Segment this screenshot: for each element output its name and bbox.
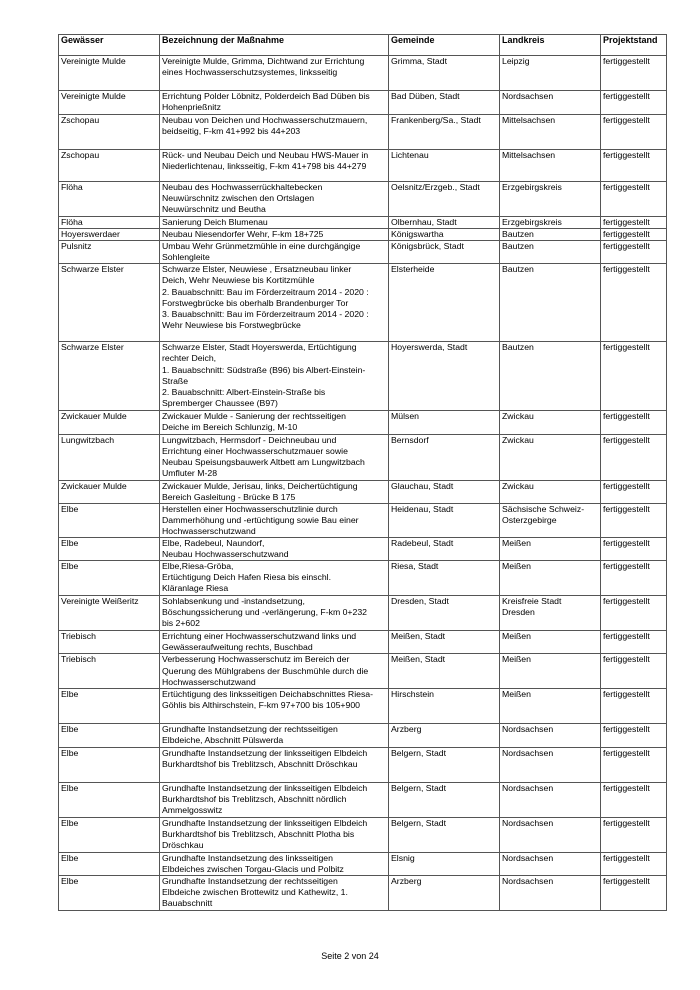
cell-massnahme-line: Errichtung Polder Löbnitz, Polderdeich Bad Düben bis [162, 91, 370, 101]
cell-projektstand: fertiggestellt [601, 115, 667, 150]
cell-landkreis [500, 782, 601, 817]
cell-massnahme-line: Elbdeiche zwischen Brottewitz und Kathewitz, 1. [162, 886, 348, 897]
cell-massnahme-line: Schwarze Elster, Neuwiese , Ersatzneubau linker [162, 264, 352, 275]
cell-landkreis-line: Nordsachsen [502, 852, 554, 863]
cell-massnahme-line: Neubau Niesendorfer Wehr, F-km 18+725 [162, 229, 324, 240]
cell-massnahme-line: Bauabschnitt [162, 898, 213, 909]
table-row [59, 411, 667, 434]
cell-projektstand: fertiggestellt [601, 182, 667, 217]
cell-projektstand: fertiggestellt [601, 264, 667, 342]
cell-gewaesser: Vereinigte Mulde [59, 56, 160, 91]
cell-massnahme [160, 782, 389, 817]
cell-gemeinde-line: Lichtenau [391, 150, 429, 160]
cell-landkreis-line: Meißen [502, 631, 531, 642]
cell-projektstand: fertiggestellt [601, 688, 667, 723]
table-row [59, 150, 667, 182]
cell-gemeinde [389, 817, 500, 852]
cell-massnahme-line: Wehr Neuwiese bis Forstwegbrücke [162, 319, 301, 330]
cell-massnahme-line: Elbe, Radebeul, Naundorf, [162, 538, 265, 549]
cell-landkreis-line: Mittelsachsen [502, 115, 556, 125]
cell-massnahme-line: Umbau Wehr Grünmetzmühle in eine durchgängige [162, 241, 361, 252]
cell-massnahme-line: Hohenprießnitz [162, 102, 221, 113]
cell-massnahme-line: bis 2+602 [162, 618, 200, 629]
cell-gemeinde [389, 723, 500, 747]
cell-landkreis [500, 56, 601, 91]
cell-landkreis-line: Bautzen [502, 264, 534, 275]
cell-gemeinde [389, 875, 500, 910]
table-row [59, 434, 667, 480]
cell-gemeinde [389, 852, 500, 875]
cell-projektstand: fertiggestellt [601, 434, 667, 480]
cell-massnahme-line: 2. Bauabschnitt: Bau im Förderzeitraum 2014 - 2020 : [162, 286, 369, 297]
cell-gemeinde-line: Hoyerswerda, Stadt [391, 342, 468, 353]
cell-landkreis [500, 434, 601, 480]
cell-massnahme [160, 182, 389, 217]
cell-gemeinde [389, 688, 500, 723]
cell-gewaesser: Elbe [59, 688, 160, 723]
cell-gemeinde-line: Frankenberg/Sa., Stadt [391, 115, 481, 125]
table-row [59, 217, 667, 229]
cell-landkreis-line: Sächsische Schweiz- [502, 503, 585, 514]
cell-landkreis-line: Kreisfreie Stadt [502, 596, 562, 607]
cell-gemeinde [389, 182, 500, 217]
cell-massnahme-line: 1. Bauabschnitt: Südstraße (B96) bis Albert-Einstein- [162, 364, 366, 375]
cell-massnahme-line: Spremberger Chaussee (B97) [162, 397, 278, 408]
cell-gewaesser: Elbe [59, 817, 160, 852]
cell-gewaesser: Elbe [59, 503, 160, 537]
cell-massnahme-line: Göhlis bis Althirschstein, F-km 97+700 bis 105+900 [162, 699, 360, 710]
cell-gewaesser: Triebisch [59, 631, 160, 654]
cell-massnahme-line: Lungwitzbach, Hermsdorf - Deichneubau und [162, 434, 337, 445]
cell-gemeinde-line: Bad Düben, Stadt [391, 91, 460, 101]
cell-massnahme [160, 561, 389, 596]
cell-landkreis [500, 688, 601, 723]
cell-gemeinde [389, 264, 500, 342]
cell-massnahme-line: Zwickauer Mulde, Jerisau, links, Deichertüchtigung [162, 480, 358, 491]
cell-gemeinde-line: Arzberg [391, 875, 422, 886]
cell-gemeinde-line: Elsnig [391, 852, 415, 863]
cell-landkreis [500, 538, 601, 561]
cell-massnahme-line: 2. Bauabschnitt: Albert-Einstein-Straße bis [162, 386, 326, 397]
cell-massnahme [160, 150, 389, 182]
cell-massnahme-line: Burkhardtshof bis Treblitzsch, Abschnitt Dröschkau [162, 758, 358, 769]
table-row [59, 182, 667, 217]
cell-massnahme [160, 817, 389, 852]
cell-gewaesser: Pulsnitz [59, 241, 160, 264]
table-header-row [59, 35, 667, 56]
cell-landkreis-line: Osterzgebirge [502, 514, 557, 525]
cell-landkreis-line: Erzgebirgskreis [502, 217, 562, 227]
cell-gemeinde-line: Mülsen [391, 411, 420, 422]
cell-massnahme-line: Zwickauer Mulde - Sanierung der rechtsseitigen [162, 411, 346, 422]
table-row [59, 747, 667, 782]
cell-gewaesser: Elbe [59, 782, 160, 817]
table-row [59, 264, 667, 342]
cell-gemeinde-line: Dresden, Stadt [391, 596, 449, 607]
cell-gewaesser: Hoyerswerdaer [59, 229, 160, 241]
cell-gemeinde [389, 538, 500, 561]
cell-landkreis-line: Dresden [502, 607, 535, 618]
cell-massnahme-line: Neubau Speisungsbauwerk Altbett am Lungwitzbach [162, 456, 365, 467]
cell-massnahme-line: Querung des Mühlgrabens der Buschmühle durch die [162, 665, 369, 676]
cell-massnahme-line: Dröschkau [162, 839, 204, 850]
cell-massnahme [160, 723, 389, 747]
cell-massnahme [160, 264, 389, 342]
cell-landkreis [500, 182, 601, 217]
cell-projektstand: fertiggestellt [601, 852, 667, 875]
cell-gemeinde [389, 596, 500, 631]
cell-gewaesser: Zwickauer Mulde [59, 480, 160, 503]
cell-gemeinde-line: Arzberg [391, 723, 422, 734]
cell-massnahme-line: beidseitig, F-km 41+992 bis 44+203 [162, 126, 301, 137]
table-row [59, 561, 667, 596]
cell-massnahme-line: Grundhafte Instandsetzung der linksseitigen Elbdeich [162, 782, 368, 793]
cell-projektstand: fertiggestellt [601, 480, 667, 503]
cell-massnahme-line: Elbdeiches zwischen Torgau-Glacis und Polbitz [162, 863, 344, 874]
cell-gewaesser: Lungwitzbach [59, 434, 160, 480]
cell-gemeinde-line: Meißen, Stadt [391, 631, 446, 642]
cell-gemeinde [389, 654, 500, 688]
cell-massnahme-line: Elbdeiche, Abschnitt Pülswerda [162, 734, 284, 745]
cell-landkreis [500, 631, 601, 654]
cell-landkreis [500, 503, 601, 537]
cell-gemeinde [389, 217, 500, 229]
cell-gemeinde-line: Belgern, Stadt [391, 817, 447, 828]
cell-gewaesser: Elbe [59, 852, 160, 875]
cell-gemeinde-line: Königsbrück, Stadt [391, 241, 464, 252]
cell-massnahme [160, 342, 389, 411]
cell-gemeinde [389, 241, 500, 264]
cell-massnahme-line: Neuwürschnitz zwischen den Ortslagen [162, 193, 315, 204]
table-row [59, 115, 667, 150]
cell-massnahme-line: eines Hochwasserschutzsystemes, linksseitig [162, 67, 338, 78]
cell-projektstand: fertiggestellt [601, 631, 667, 654]
cell-massnahme-line: Hochwasserschutzwand [162, 676, 256, 687]
cell-projektstand: fertiggestellt [601, 342, 667, 411]
cell-gemeinde [389, 115, 500, 150]
cell-massnahme [160, 631, 389, 654]
cell-massnahme-line: Grundhafte Instandsetzung des linksseitigen [162, 852, 333, 863]
cell-massnahme [160, 852, 389, 875]
cell-massnahme [160, 654, 389, 688]
cell-projektstand: fertiggestellt [601, 561, 667, 596]
cell-massnahme-line: Verbesserung Hochwasserschutz im Bereich der [162, 654, 350, 665]
cell-gewaesser: Flöha [59, 182, 160, 217]
cell-massnahme-line: Niederlichtenau, linksseitig, F-km 41+798 bis 44+279 [162, 161, 367, 172]
cell-massnahme-line: Grundhafte Instandsetzung der rechtsseitigen [162, 723, 338, 734]
cell-landkreis [500, 852, 601, 875]
cell-gewaesser: Vereinigte Mulde [59, 91, 160, 115]
cell-landkreis-line: Erzgebirgskreis [502, 182, 562, 192]
cell-gewaesser: Triebisch [59, 654, 160, 688]
cell-gemeinde-line: Königswartha [391, 229, 444, 240]
table-body [59, 56, 667, 911]
cell-projektstand: fertiggestellt [601, 411, 667, 434]
cell-massnahme-line: Rück- und Neubau Deich und Neubau HWS-Mauer in [162, 150, 369, 160]
cell-landkreis-line: Meißen [502, 654, 531, 665]
cell-massnahme [160, 91, 389, 115]
cell-gemeinde [389, 342, 500, 411]
cell-landkreis-line: Nordsachsen [502, 723, 554, 734]
header-gewaesser: Gewässer [59, 35, 160, 56]
cell-gewaesser: Elbe [59, 538, 160, 561]
cell-projektstand: fertiggestellt [601, 747, 667, 782]
cell-massnahme [160, 688, 389, 723]
cell-projektstand: fertiggestellt [601, 875, 667, 910]
cell-massnahme-line: Gewässeraufweitung rechts, Buschbad [162, 642, 313, 653]
cell-landkreis-line: Zwickau [502, 434, 534, 445]
cell-gemeinde [389, 631, 500, 654]
cell-massnahme-line: Ertüchtigung Deich Hafen Riesa bis einschl. [162, 572, 332, 583]
cell-gemeinde [389, 503, 500, 537]
cell-landkreis-line: Nordsachsen [502, 875, 554, 886]
page-number: Seite 2 von 24 [321, 951, 379, 961]
cell-gemeinde [389, 56, 500, 91]
cell-massnahme-line: Grundhafte Instandsetzung der linksseitigen Elbdeich [162, 747, 368, 758]
cell-massnahme-line: Neuwürschnitz und Beutha [162, 204, 266, 215]
cell-gemeinde-line: Belgern, Stadt [391, 782, 447, 793]
cell-massnahme [160, 115, 389, 150]
cell-gewaesser: Flöha [59, 217, 160, 229]
cell-gemeinde-line: Glauchau, Stadt [391, 480, 454, 491]
header-projektstand: Projektstand [601, 35, 667, 56]
cell-massnahme-line: Errichtung einer Hochwasserschutzmauer sowie [162, 445, 348, 456]
cell-massnahme-line: Bereich Gasleitung - Brücke B 175 [162, 491, 296, 502]
cell-landkreis-line: Nordsachsen [502, 747, 554, 758]
cell-landkreis [500, 596, 601, 631]
cell-gemeinde-line: Riesa, Stadt [391, 561, 439, 572]
table-row [59, 538, 667, 561]
cell-projektstand: fertiggestellt [601, 150, 667, 182]
cell-massnahme [160, 411, 389, 434]
cell-landkreis [500, 480, 601, 503]
cell-massnahme-line: Deiche im Bereich Schlunzig, M-10 [162, 422, 298, 433]
cell-massnahme-line: Errichtung einer Hochwasserschutzwand links und [162, 631, 357, 642]
table-row [59, 631, 667, 654]
header-massnahme: Bezeichnung der Maßnahme [160, 35, 389, 56]
table-row [59, 56, 667, 91]
cell-massnahme-line: Hochwasserschutzwand [162, 525, 256, 536]
cell-massnahme-line: Sohlabsenkung und -instandsetzung, [162, 596, 305, 607]
cell-massnahme [160, 434, 389, 480]
cell-projektstand: fertiggestellt [601, 654, 667, 688]
table-row [59, 852, 667, 875]
cell-massnahme-line: Sohlengleite [162, 252, 210, 263]
cell-massnahme [160, 596, 389, 631]
cell-massnahme-line: Burkhardtshof bis Treblitzsch, Abschnitt nördlich [162, 793, 347, 804]
cell-massnahme-line: Vereinigte Mulde, Grimma, Dichtwand zur Errichtung [162, 56, 365, 66]
cell-landkreis-line: Bautzen [502, 241, 534, 252]
cell-landkreis-line: Zwickau [502, 411, 534, 422]
cell-landkreis [500, 91, 601, 115]
cell-projektstand: fertiggestellt [601, 217, 667, 229]
cell-massnahme-line: 3. Bauabschnitt: Bau im Förderzeitraum 2014 - 2020 : [162, 308, 369, 319]
cell-gewaesser: Elbe [59, 723, 160, 747]
cell-landkreis [500, 875, 601, 910]
cell-gemeinde [389, 480, 500, 503]
cell-landkreis [500, 241, 601, 264]
table-row [59, 342, 667, 411]
document-page [58, 34, 666, 911]
cell-gemeinde [389, 411, 500, 434]
cell-massnahme-line: Ammelgosswitz [162, 804, 223, 815]
cell-gemeinde-line: Bernsdorf [391, 434, 429, 445]
cell-massnahme-line: Ertüchtigung des linksseitigen Deichabschnittes Riesa- [162, 688, 374, 699]
table-row [59, 596, 667, 631]
cell-massnahme [160, 480, 389, 503]
cell-massnahme [160, 747, 389, 782]
cell-massnahme-line: Schwarze Elster, Stadt Hoyerswerda, Ertüchtigung [162, 342, 357, 353]
cell-landkreis [500, 411, 601, 434]
cell-gewaesser: Elbe [59, 747, 160, 782]
cell-projektstand: fertiggestellt [601, 56, 667, 91]
table-row [59, 229, 667, 241]
cell-massnahme [160, 56, 389, 91]
table-row [59, 480, 667, 503]
cell-massnahme-line: Forstwegbrücke bis oberhalb Brandenburger Tor [162, 297, 349, 308]
cell-gewaesser: Zwickauer Mulde [59, 411, 160, 434]
cell-massnahme-line: Grundhafte Instandsetzung der rechtsseitigen [162, 875, 338, 886]
cell-gemeinde-line: Olbernhau, Stadt [391, 217, 457, 227]
cell-massnahme-line: Herstellen einer Hochwasserschutzlinie durch [162, 503, 338, 514]
cell-massnahme-line: rechter Deich, [162, 353, 217, 364]
cell-gewaesser: Elbe [59, 875, 160, 910]
cell-massnahme-line: Neubau Hochwasserschutzwand [162, 549, 289, 560]
cell-gemeinde [389, 782, 500, 817]
cell-massnahme [160, 503, 389, 537]
cell-massnahme-line: Elbe,Riesa-Gröba, [162, 561, 234, 572]
cell-massnahme-line: Neubau des Hochwasserrückhaltebecken [162, 182, 323, 192]
table-row [59, 723, 667, 747]
cell-massnahme-line: Grundhafte Instandsetzung der linksseitigen Elbdeich [162, 817, 368, 828]
cell-massnahme-line: Burkhardtshof bis Treblitzsch, Abschnitt Plotha bis [162, 828, 355, 839]
cell-landkreis-line: Meißen [502, 688, 531, 699]
cell-gemeinde [389, 91, 500, 115]
cell-gewaesser: Elbe [59, 561, 160, 596]
cell-landkreis [500, 654, 601, 688]
cell-landkreis [500, 561, 601, 596]
table-row [59, 817, 667, 852]
cell-landkreis [500, 342, 601, 411]
cell-landkreis-line: Bautzen [502, 229, 534, 240]
cell-landkreis [500, 264, 601, 342]
table-row [59, 91, 667, 115]
cell-gewaesser: Zschopau [59, 150, 160, 182]
cell-gemeinde [389, 229, 500, 241]
cell-massnahme [160, 217, 389, 229]
cell-massnahme-line: Böschungssicherung und -verlängerung, F-km 0+232 [162, 607, 368, 618]
cell-landkreis [500, 817, 601, 852]
cell-gemeinde-line: Meißen, Stadt [391, 654, 446, 665]
cell-gemeinde [389, 561, 500, 596]
cell-landkreis [500, 115, 601, 150]
cell-gemeinde-line: Grimma, Stadt [391, 56, 447, 66]
table-row [59, 241, 667, 264]
cell-massnahme [160, 875, 389, 910]
cell-landkreis-line: Bautzen [502, 342, 534, 353]
table-row [59, 654, 667, 688]
cell-gemeinde-line: Heidenau, Stadt [391, 503, 454, 514]
cell-landkreis-line: Leipzig [502, 56, 530, 66]
cell-massnahme-line: Deich, Wehr Neuwiese bis Kortitzmühle [162, 275, 315, 286]
cell-massnahme [160, 241, 389, 264]
cell-landkreis [500, 723, 601, 747]
cell-massnahme-line: Umfluter M-28 [162, 467, 218, 478]
cell-projektstand: fertiggestellt [601, 91, 667, 115]
cell-massnahme-line: Sanierung Deich Blumenau [162, 217, 268, 227]
cell-landkreis-line: Zwickau [502, 480, 534, 491]
measures-table [58, 34, 667, 911]
cell-landkreis [500, 150, 601, 182]
cell-projektstand: fertiggestellt [601, 782, 667, 817]
cell-landkreis-line: Nordsachsen [502, 782, 554, 793]
cell-projektstand: fertiggestellt [601, 596, 667, 631]
header-gemeinde: Gemeinde [389, 35, 500, 56]
cell-projektstand: fertiggestellt [601, 241, 667, 264]
cell-gewaesser: Zschopau [59, 115, 160, 150]
cell-massnahme-line: Dammerhöhung und -ertüchtigung sowie Bau einer [162, 514, 359, 525]
cell-gewaesser: Schwarze Elster [59, 264, 160, 342]
cell-gemeinde [389, 434, 500, 480]
table-row [59, 688, 667, 723]
cell-massnahme-line: Straße [162, 375, 189, 386]
table-row [59, 782, 667, 817]
cell-gemeinde-line: Elsterheide [391, 264, 435, 275]
header-landkreis: Landkreis [500, 35, 601, 56]
cell-landkreis-line: Meißen [502, 561, 531, 572]
table-row [59, 503, 667, 537]
cell-massnahme [160, 229, 389, 241]
cell-projektstand: fertiggestellt [601, 723, 667, 747]
cell-landkreis-line: Meißen [502, 538, 531, 549]
cell-gemeinde [389, 747, 500, 782]
cell-massnahme [160, 538, 389, 561]
cell-landkreis-line: Nordsachsen [502, 91, 554, 101]
table-row [59, 875, 667, 910]
cell-landkreis-line: Mittelsachsen [502, 150, 556, 160]
cell-projektstand: fertiggestellt [601, 538, 667, 561]
cell-landkreis-line: Nordsachsen [502, 817, 554, 828]
cell-gemeinde-line: Radebeul, Stadt [391, 538, 454, 549]
cell-projektstand: fertiggestellt [601, 503, 667, 537]
cell-gemeinde-line: Hirschstein [391, 688, 434, 699]
cell-landkreis [500, 229, 601, 241]
cell-gemeinde-line: Belgern, Stadt [391, 747, 447, 758]
cell-gewaesser: Vereinigte Weißeritz [59, 596, 160, 631]
cell-landkreis [500, 217, 601, 229]
cell-projektstand: fertiggestellt [601, 817, 667, 852]
cell-massnahme-line: Neubau von Deichen und Hochwasserschutzmauern, [162, 115, 368, 125]
cell-gemeinde-line: Oelsnitz/Erzgeb., Stadt [391, 182, 480, 192]
cell-projektstand: fertiggestellt [601, 229, 667, 241]
cell-landkreis [500, 747, 601, 782]
cell-gewaesser: Schwarze Elster [59, 342, 160, 411]
cell-gemeinde [389, 150, 500, 182]
cell-massnahme-line: Kläranlage Riesa [162, 583, 229, 594]
